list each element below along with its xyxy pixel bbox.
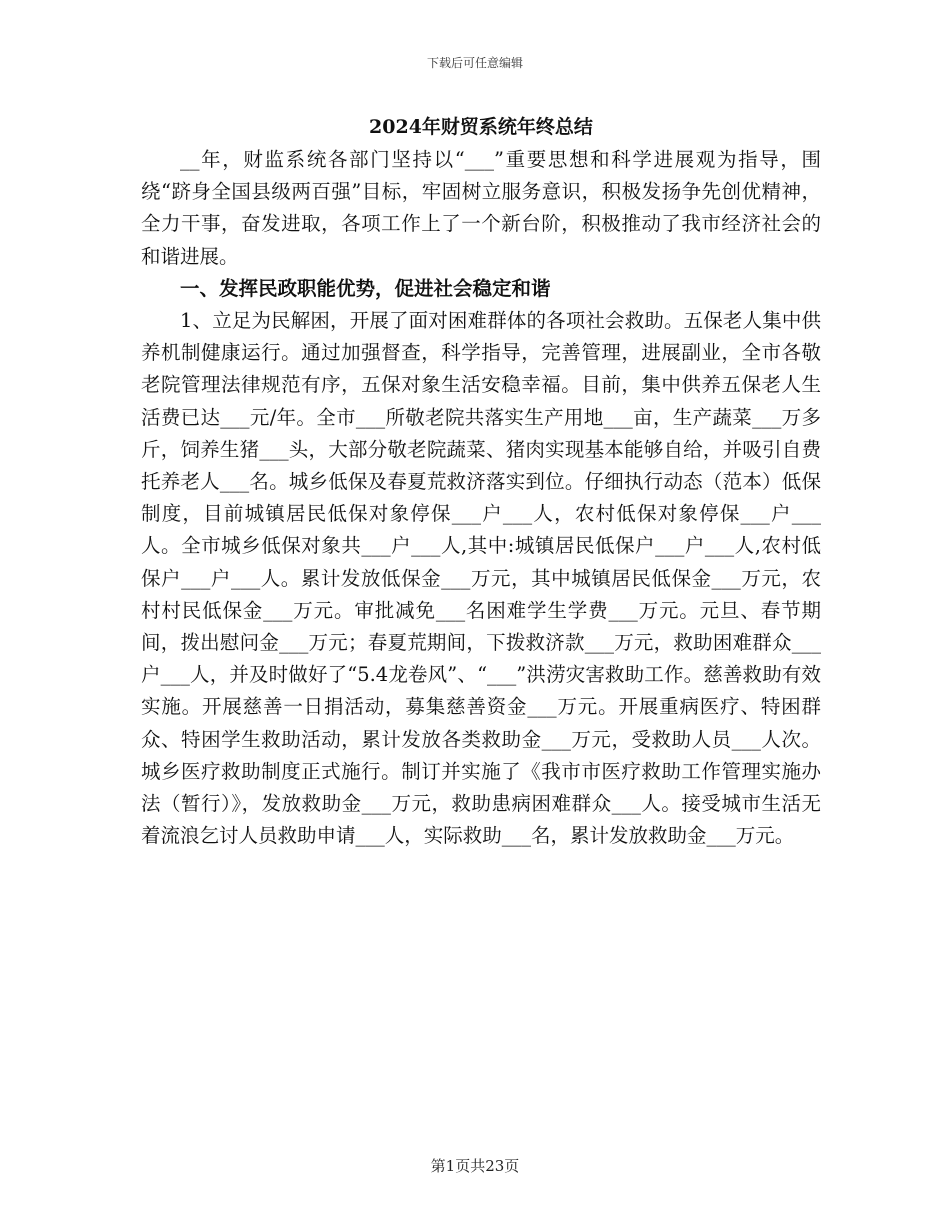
page-number: 第1页共23页 [430,1157,520,1175]
document-body [141,112,821,852]
document-title: 2024年财贸系统年终总结 [369,116,593,138]
section-heading-1: 一、发挥民政职能优势，促进社会稳定和谐 [180,276,551,300]
section-1-paragraph-1: 1、立足为民解困，开展了面对困难群体的各项社会救助。五保老人集中供养机制健康运行。通过加强督查，科学指导，完善管理，进展副业，全市各敬老院管理法律规范有序，五保对象生活安稳幸福。目前，集中供养五保老人生活费已达___元/年。全市___所敬老院共落实生产用地___亩，生产蔬菜___万多斤，饲养生猪___头，大部分敬老院蔬菜、猪肉实现基本能够自给，并吸引自费托养老人___名。城乡低保及春夏荒救济落实到位。仔细执行动态（范本）低保制度，目前城镇居民低保对象停保___户___人，农村低保对象停保___户___人。全市城乡低保对象共___户___人,其中:城镇居民低保户___户___人,农村低保户___户___人。累计发放低保金___万元，其中城镇居民低保金___万元，农村村民低保金___万元。审批减免___名困难学生学费___万元。元旦、春节期间，拨出慰问金___万元；春夏荒期间，下拨救济款___万元，救助困难群众___户___人，并及时做好了“5.4龙卷风”、“___”洪涝灾害救助工作。慈善救助有效实施。开展慈善一日捐活动，募集慈善资金___万元。开展重病医疗、特困群众、特困学生救助活动，累计发放各类救助金___万元，受救助人员___人次。城乡医疗救助制度正式施行。制订并实施了《我市市医疗救助工作管理实施办法（暂行）》，发放救助金___万元，救助患病困难群众___人。接受城市生活无着流浪乞讨人员救助申请___人，实际救助___名，累计发放救助金___万元。 [141,309,821,848]
header-note: 下载后可任意编辑 [426,56,523,70]
intro-paragraph: __年，财监系统各部门坚持以“___”重要思想和科学进展观为指导，围绕“跻身全国县级两百强”目标，牢固树立服务意识，积极发扬争先创优精神，全力干事，奋发进取，各项工作上了一个新台阶，积极推动了我市经济社会的和谐进展。 [141,148,821,268]
